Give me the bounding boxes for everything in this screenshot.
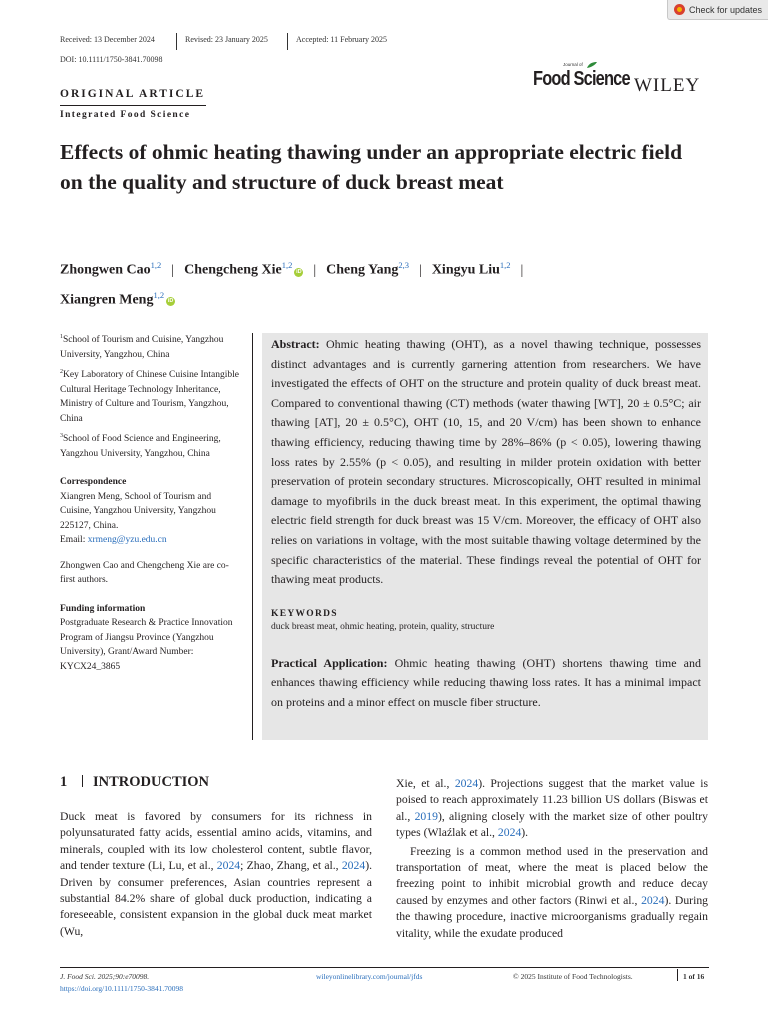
doi-header: DOI: 10.1111/1750-3841.70098 [60, 55, 163, 64]
divider [287, 33, 288, 50]
orcid-icon[interactable]: iD [167, 298, 174, 305]
divider [677, 969, 678, 981]
keywords-list: duck breast meat, ohmic heating, protein, quality, structure [271, 621, 495, 632]
paragraph: Duck meat is favored by consumers for its richness in polyunsaturated fatty acids, essential amino acids, vitamins, and minerals, coupled with its low cholesterol content, subtle flavor, and tender texture (Li, Lu, et al., 2024; Zhao, Zhang, et al., 2024). Driven by consumer preferences, Asian countries represent a substantial 84.2% share of global duck production, indicating a foreseeable, consistent expansion in the global duck meat market (Wu, [60, 810, 373, 938]
affiliation: $^1$School of Tourism and Cuisine, Yangzhou University, Yangzhou, China [60, 334, 224, 360]
divider [176, 33, 177, 50]
author-name[interactable]: Cheng Yang [326, 262, 399, 278]
article-title: Effects of ohmic heating thawing under an appropriate electric field on the quality and structure of duck breast meat [60, 140, 683, 194]
author-affiliation[interactable]: 1,2 [150, 260, 162, 270]
body-column-left [60, 809, 372, 940]
doi-link[interactable]: https://doi.org/10.1111/1750-3841.70098 [60, 984, 183, 993]
paragraph: Xie, et al., 2024). Projections suggest that the market value is poised to reach approximately 11.23 billion US dollars (Biswas et al., 2019), aligning closely with the market size of other poultry types (Wlaźlak et al., 2024). [396, 777, 709, 840]
citation-link[interactable]: 2024 [641, 893, 665, 907]
author-name[interactable]: Chengcheng Xie [184, 262, 282, 278]
citation-link[interactable]: 2024 [216, 859, 241, 873]
affiliation: $^3$School of Food Science and Engineering, Yangzhou University, Yangzhou, China [60, 433, 221, 459]
subcategory: Integrated Food Science [60, 110, 191, 120]
author-affiliation[interactable]: 1,2 [499, 260, 511, 270]
received-date: Received: 13 December 2024 [60, 35, 155, 44]
article-info-sidebar [60, 330, 242, 677]
email-link[interactable]: xrmeng@yzu.edu.cn [87, 535, 167, 546]
section-heading: 1 INTRODUCTION [60, 774, 210, 790]
correspondence-text: Xiangren Meng, School of Tourism and Cuisine, Yangzhou University, Yangzhou 225127, China. Email: xrmeng@yzu.edu.cn [60, 491, 216, 546]
citation-link[interactable]: 2024 [497, 826, 522, 840]
affiliation: $^2$Key Laboratory of Chinese Cuisine Intangible Cultural Heritage Technology Inheritance, Ministry of Culture and Tourism, Yangzhou, China [60, 369, 239, 424]
keywords-heading: KEYWORDS [271, 608, 338, 619]
citation-link[interactable]: 2024 [341, 859, 366, 873]
citation-link[interactable]: 2024 [454, 777, 479, 790]
accepted-date: Accepted: 11 February 2025 [296, 35, 388, 44]
footer-rule [60, 967, 709, 968]
author-affiliation[interactable]: 1,2 [153, 289, 165, 300]
practical-application: Practical Application: Ohmic heating thawing (OHT) shortens thawing time and enhances thawing efficiency while reducing thawing loss rates. It has a minimal impact on proteins and a minor effect on muscle fiber structure. [271, 655, 701, 709]
author-affiliation[interactable]: 1,2 [281, 260, 293, 270]
check-for-updates-button[interactable] [667, 0, 768, 20]
author-name[interactable]: Xiangren Meng [60, 292, 154, 308]
journal-prefix: Journal of [563, 62, 583, 67]
author-separator: | [520, 262, 524, 278]
publisher-logo: WILEY [634, 75, 701, 96]
article-type: ORIGINAL ARTICLE [60, 88, 206, 100]
abstract-box [262, 333, 708, 740]
revised-date: Revised: 23 January 2025 [185, 35, 268, 44]
author-separator: | [313, 262, 317, 278]
check-for-updates-label: Check for updates [689, 4, 763, 15]
author-name[interactable]: Xingyu Liu [431, 262, 500, 278]
divider [252, 333, 253, 740]
correspondence-heading: Correspondence [60, 477, 127, 488]
page-number: 1 of 16 [683, 972, 705, 981]
cofirst-note: Zhongwen Cao and Chengcheng Xie are co-first authors. [60, 560, 229, 586]
author-list [60, 253, 700, 312]
author-affiliation[interactable]: 2,3 [398, 260, 409, 270]
author-separator: | [419, 262, 422, 278]
orcid-icon[interactable]: iD [296, 268, 302, 275]
divider [60, 105, 206, 106]
author-separator: | [171, 262, 175, 278]
paragraph: Freezing is a common method used in the preservation and transportation of meat, where the meat is placed below the freezing point to inhibit microbial growth and reduce decay caused by enzymes and other factors (Rinwi et al., 2024). During the thawing procedure, inactive microorganisms gradually regain vitality, while the exudate produced [396, 844, 709, 940]
crossmark-icon [674, 4, 685, 15]
funding-heading: Funding information [60, 603, 146, 614]
citation-link[interactable]: 2019 [414, 809, 438, 823]
funding-text: Postgraduate Research & Practice Innovation Program of Jiangsu Province (Yangzhou University), Grant/Award Number: KYCX24_3865 [60, 618, 233, 672]
body-column-right [396, 776, 708, 942]
abstract: Abstract: Ohmic heating thawing (OHT), as a novel thawing technique, possesses distinct advantages and is currently garnering attention from researchers. We have investigated the effects of OHT on the structure and protein quality of duck breast meat. Compared to conventional thawing (CT) methods (water thawing [WT], 20 ± 0.5°C; air thawing [AT], 20 ± 0.5°C), OHT (10, 15, and 20 V/cm) has been shown to enhance thawing efficiency, reducing thawing time by 28%–86% (p < 0.05), lowering thawing loss rates by 2.55% (p < 0.05), and resulting in milder protein oxidation with better preservation of protein secondary structures. Microscopically, OHT resulted in minimal damage to myofibrils in the duck breast meat. In this experiment, the optimal thawing electric field strength for duck breast was 15 V/cm. Moreover, the efficacy of OHT also relies on variations in voltage, with the most suitable thawing voltage determined by the specific characteristics of the material. These findings reveal the potential of OHT for thawing meat products. [271, 337, 701, 587]
journal-site-link[interactable]: wileyonlinelibrary.com/journal/jfds [316, 972, 423, 981]
journal-logo: Food Science [533, 68, 630, 90]
journal-citation: J. Food Sci. 2025;90:e70098. [60, 972, 150, 981]
author-name[interactable]: Zhongwen Cao [60, 262, 151, 278]
copyright: © 2025 Institute of Food Technologists. [513, 972, 633, 981]
